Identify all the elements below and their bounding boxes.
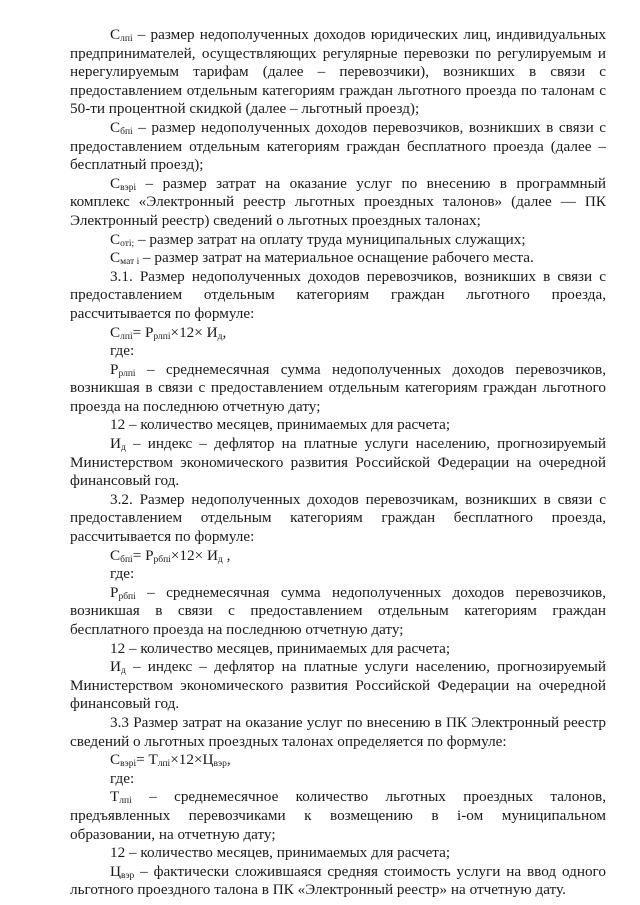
text-run: , (222, 546, 231, 564)
subscript: вэрi (120, 759, 137, 770)
paragraph-p7 (70, 324, 606, 343)
text-run: – размер затрат на оплату труда муниципальных служащих; (134, 230, 526, 248)
text-run: 12 – количество месяцев, принимаемых для расчета; (110, 844, 451, 862)
text-run: Р (110, 583, 119, 601)
text-run: ×12×Ц (170, 751, 214, 769)
subscript: бпi (120, 126, 133, 137)
text-run: С (110, 174, 121, 192)
text-run: Ц (110, 862, 121, 880)
paragraph-p14 (70, 565, 606, 584)
paragraph-p17 (70, 658, 606, 714)
text-run: – среднемесячная сумма недополученных доходов перевозчиков, возникшая в связи с предоставлением отдельным категориям граждан бесплатного проезда на последнюю отчетную дату; (70, 583, 606, 638)
text-run: где: (110, 565, 135, 583)
paragraph-p6 (70, 268, 606, 324)
text-run: С (110, 323, 121, 341)
text-run: – среднемесячное количество льготных проездных талонов, предъявленных перевозчиками к возмещению в i-ом муниципальном образовании, на отчетную дату; (70, 788, 606, 843)
text-run: С (110, 230, 121, 248)
paragraph-p15 (70, 584, 606, 640)
subscript: бпi (120, 554, 133, 565)
paragraph-p20 (70, 770, 606, 789)
text-run: С (110, 26, 121, 43)
text-run: = Р (132, 323, 154, 341)
paragraph-p13 (70, 547, 606, 566)
subscript: рбпi (153, 554, 171, 565)
subscript: лпi (120, 34, 133, 44)
subscript: рлпi (153, 331, 171, 342)
paragraph-p10 (70, 416, 606, 435)
text-run: И (110, 658, 121, 676)
text-run: Т (110, 788, 120, 806)
text-run: где: (110, 769, 135, 787)
subscript: вэр (120, 870, 135, 881)
subscript: д (120, 443, 126, 454)
text-run: – среднемесячная сумма недополученных доходов перевозчиков, возникшая в связи с предоставлением отдельным категориям граждан льготного проезда на последнюю отчетную дату; (70, 360, 606, 415)
text-run: = Т (136, 751, 158, 769)
text-run: ×12× И (170, 323, 218, 341)
subscript: отi; (120, 238, 135, 249)
text-run: , (226, 751, 231, 769)
paragraph-p2 (70, 119, 606, 175)
text-run: – индекс – дефлятор на платные услуги населению, прогнозируемый Министерством экономического развития Российской Федерации на очередной финансовый год. (70, 658, 606, 713)
subscript: д (217, 331, 223, 342)
text-run: 3.1. Размер недополученных доходов перевозчиков, возникших в связи с предоставлением отдельным категориям граждан льготного проезда, рассчитывается по формуле: (70, 267, 606, 322)
paragraph-p12 (70, 491, 606, 547)
paragraph-p8 (70, 342, 606, 361)
paragraph-p16 (70, 640, 606, 659)
text-run: – размер затрат на материальное оснащение рабочего места. (139, 249, 534, 267)
subscript: рбпi (118, 591, 136, 602)
text-run: ×12× И (170, 546, 218, 564)
text-run: , (222, 323, 227, 341)
paragraph-p9 (70, 361, 606, 417)
paragraph-p5 (70, 249, 606, 268)
text-run: С (110, 751, 121, 769)
text-run: – размер недополученных доходов юридических лиц, индивидуальных предпринимателей, осуществляющих регулярные перевозки по регулируемым и нерегулируемым тарифам (далее – перевозчики), возникших в связи с предоставлением отдельным категориям граждан льготного проезда по талонам с 50-ти процентной скидкой (далее – льготный проезд); (70, 26, 606, 118)
subscript: д (120, 666, 126, 677)
paragraph-p11 (70, 435, 606, 491)
paragraph-p3 (70, 175, 606, 231)
subscript: д (217, 554, 223, 565)
document-body (70, 26, 606, 900)
paragraph-p22 (70, 844, 606, 863)
subscript: рлпi (118, 368, 136, 379)
paragraph-p19 (70, 751, 606, 770)
subscript: мат i (120, 257, 140, 268)
text-run: – индекс – дефлятор на платные услуги населению, прогнозируемый Министерством экономического развития Российской Федерации на очередной финансовый год. (70, 435, 606, 490)
text-run: где: (110, 342, 135, 360)
subscript: лпi (119, 796, 132, 807)
subscript: лпi (157, 759, 171, 770)
subscript: лпi (120, 331, 133, 342)
text-run: 3.3 Размер затрат на оказание услуг по внесению в ПК Электронный реестр сведений о льготных проездных талонах определяется по формуле: (70, 713, 606, 750)
paragraph-p4 (70, 231, 606, 250)
paragraph-p21 (70, 788, 606, 844)
text-run: – размер затрат на оказание услуг по внесению в программный комплекс «Электронный реестр льготных проездных талонов» (далее — ПК Электронный реестр) сведений о льготных проездных талонах; (70, 174, 606, 229)
paragraph-p1 (70, 26, 606, 119)
text-run: 12 – количество месяцев, принимаемых для расчета; (110, 639, 451, 657)
text-run: = Р (132, 546, 154, 564)
paragraph-p18 (70, 714, 606, 751)
text-run: И (110, 435, 121, 453)
text-run: С (110, 546, 121, 564)
paragraph-p23 (70, 863, 606, 900)
text-run: – фактически сложившаяся средняя стоимость услуги на ввод одного льготного проездного талона в ПК «Электронный реестр» на отчетную дату. (70, 862, 606, 899)
subscript: вэрi (120, 182, 137, 193)
text-run: С (110, 118, 121, 136)
text-run: 12 – количество месяцев, принимаемых для расчета; (110, 416, 451, 434)
text-run: Р (110, 360, 119, 378)
text-run: – размер недополученных доходов перевозчиков, возникших в связи с предоставлением отдельным категориям граждан бесплатного проезда (далее – бесплатный проезд); (70, 118, 606, 174)
subscript: вэр (213, 759, 227, 770)
text-run: 3.2. Размер недополученных доходов перевозчикам, возникших в связи с предоставлением отдельным категориям граждан бесплатного проезда, рассчитывается по формуле: (70, 490, 606, 546)
text-run: С (110, 249, 121, 267)
